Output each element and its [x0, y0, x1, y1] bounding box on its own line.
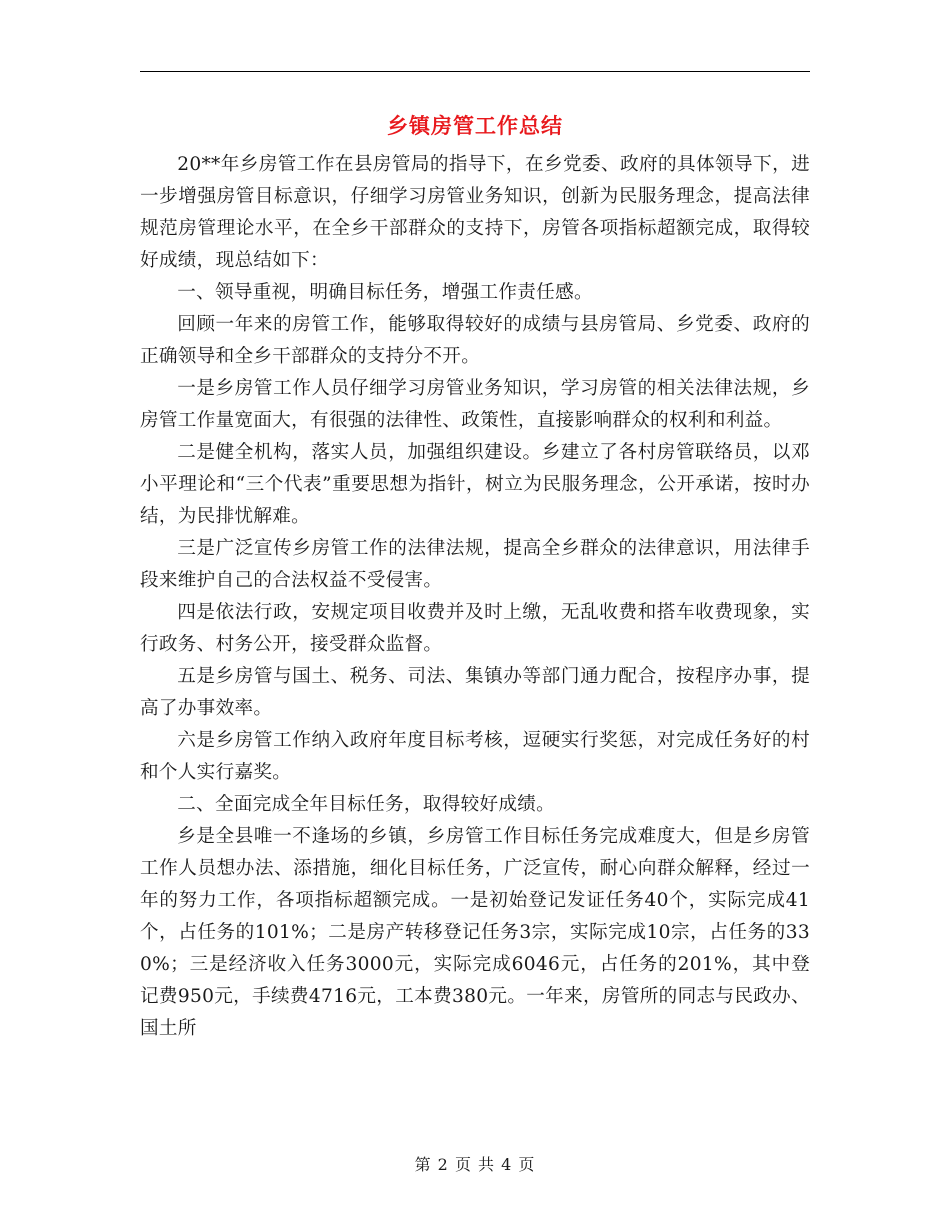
heading-section-1: 一、领导重视，明确目标任务，增强工作责任感。 — [177, 282, 593, 303]
paragraph-point-1: 一是乡房管工作人员仔细学习房管业务知识，学习房管的相关法律法规，乡房管工作量宽面大，有很强的法律性、政策性，直接影响群众的权利和利益。 — [140, 378, 810, 431]
paragraph-point-6: 六是乡房管工作纳入政府年度目标考核，逗硬实行奖惩，对完成任务好的村和个人实行嘉奖。 — [140, 730, 810, 783]
paragraph-results: 乡是全县唯一不逢场的乡镇，乡房管工作目标任务完成难度大，但是乡房管工作人员想办法、添措施，细化目标任务，广泛宣传，耐心向群众解释，经过一年的努力工作，各项指标超额完成。一是初始登记发证任务40个，实际完成41个，占任务的101%；二是房产转移登记任务3宗，实际完成10宗，占任务的330%；三是经济收入任务3000元，实际完成6046元，占任务的201%，其中登记费950元，手续费4716元，工本费380元。一年来，房管所的同志与民政办、国土所 — [140, 826, 810, 1039]
document-body — [140, 149, 810, 1045]
paragraph-point-4: 四是依法行政，安规定项目收费并及时上缴，无乱收费和搭车收费现象，实行政务、村务公开，接受群众监督。 — [140, 602, 810, 655]
heading-section-2: 二、全面完成全年目标任务，取得较好成绩。 — [177, 794, 556, 815]
header-rule — [140, 71, 810, 72]
paragraph-point-2: 二是健全机构，落实人员，加强组织建设。乡建立了各村房管联络员，以邓小平理论和“三个代表”重要思想为指针，树立为民服务理念，公开承诺，按时办结，为民排忧解难。 — [140, 442, 810, 527]
document-title: 乡镇房管工作总结 — [387, 114, 563, 138]
paragraph-point-3: 三是广泛宣传乡房管工作的法律法规，提高全乡群众的法律意识，用法律手段来维护自己的合法权益不受侵害。 — [140, 538, 810, 591]
page-number: 第 2 页 共 4 页 — [414, 1155, 536, 1174]
paragraph-review: 回顾一年来的房管工作，能够取得较好的成绩与县房管局、乡党委、政府的正确领导和全乡干部群众的支持分不开。 — [140, 314, 810, 367]
paragraph-point-5: 五是乡房管与国土、税务、司法、集镇办等部门通力配合，按程序办事，提高了办事效率。 — [140, 666, 810, 719]
paragraph-intro: 20**年乡房管工作在县房管局的指导下，在乡党委、政府的具体领导下，进一步增强房管目标意识，仔细学习房管业务知识，创新为民服务理念，提高法律规范房管理论水平，在全乡干部群众的支持下，房管各项指标超额完成，取得较好成绩，现总结如下： — [140, 154, 810, 271]
